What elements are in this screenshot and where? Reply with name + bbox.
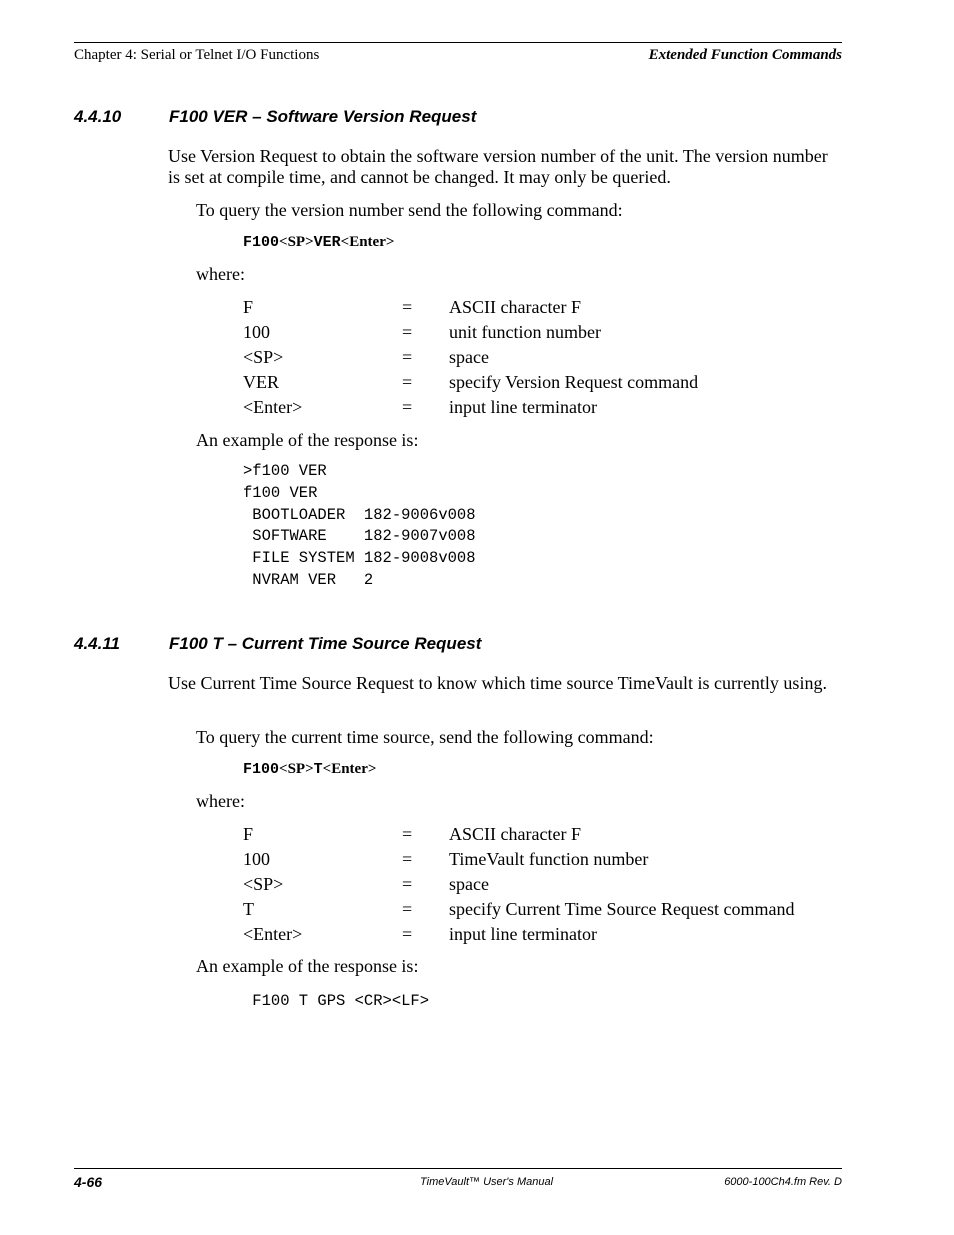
definition-description: input line terminator [449,924,597,944]
section-t-response [243,991,429,1013]
definition-term: F [243,824,254,844]
section-t-query-text: To query the current time source, send the following command: [196,727,654,747]
definition-equals: = [402,297,413,317]
command-part-f100: F100 [243,761,280,778]
definition-equals: = [402,397,413,417]
section-ver-number: 4.4.10 [74,107,122,126]
definition-term: <Enter> [243,924,303,944]
command-part-enter: <Enter> [340,234,395,250]
definition-description: specify Current Time Source Request command [449,899,795,919]
response-line: SOFTWARE 182-9007v008 [243,527,476,546]
definition-equals: = [402,874,413,894]
definition-equals: = [402,899,413,919]
definition-term: 100 [243,322,270,342]
footer-rule [74,1168,842,1169]
definition-equals: = [402,824,413,844]
header-chapter: Chapter 4: Serial or Telnet I/O Functions [74,47,320,63]
definition-equals: = [402,924,413,944]
definition-description: ASCII character F [449,297,581,317]
footer-doc-id: 6000-100Ch4.fm Rev. D [724,1176,842,1188]
definition-description: unit function number [449,322,601,342]
section-t-example-label: An example of the response is: [196,956,419,976]
definition-description: TimeVault function number [449,849,649,869]
section-ver-where-label: where: [196,264,245,284]
header-section: Extended Function Commands [648,47,842,63]
definition-term: <Enter> [243,397,303,417]
section-ver-intro: Use Version Request to obtain the software version number of the unit. The version number is set at compile time, and cannot be changed. It may only be queried. [168,146,828,187]
definition-term: T [243,899,254,919]
command-part-sp: <SP> [279,761,314,777]
command-part-enter: <Enter> [322,761,377,777]
footer-manual-title: TimeVault™ User's Manual [420,1176,554,1188]
section-ver-title: F100 VER – Software Version Request [169,107,477,126]
response-line: >f100 VER [243,462,327,480]
definition-equals: = [402,372,413,392]
definition-description: input line terminator [449,397,597,417]
command-part-f100: F100 [243,234,280,251]
section-t-command [243,761,376,778]
section-ver-response [243,461,476,592]
definition-description: ASCII character F [449,824,581,844]
response-line: F100 T GPS <CR><LF> [243,992,430,1010]
definition-term: VER [243,372,279,392]
section-t-intro: Use Current Time Source Request to know which time source TimeVault is currently using. [168,673,827,693]
response-line: FILE SYSTEM 182-9008v008 [243,549,476,568]
definition-term: F [243,297,254,317]
command-part-ver: VER [313,234,341,251]
command-part-t: T [313,761,323,778]
section-t-where-label: where: [196,791,245,811]
section-t-number: 4.4.11 [74,634,121,653]
footer-page-number: 4-66 [74,1174,103,1190]
definition-term: 100 [243,849,270,869]
definition-term: <SP> [243,347,284,367]
definition-description: space [449,874,489,894]
definition-term: <SP> [243,874,284,894]
definition-description: space [449,347,489,367]
section-ver-command [243,234,394,251]
command-part-sp: <SP> [279,234,314,250]
definition-equals: = [402,347,413,367]
response-line: NVRAM VER 2 [243,570,374,589]
section-t-title: F100 T – Current Time Source Request [169,634,482,653]
header-rule [74,42,842,43]
definition-equals: = [402,849,413,869]
response-line: f100 VER [243,483,318,502]
definition-description: specify Version Request command [449,372,699,392]
response-line: BOOTLOADER 182-9006v008 [243,505,476,524]
section-ver-query-text: To query the version number send the following command: [196,200,623,220]
definition-equals: = [402,322,413,342]
section-ver-example-label: An example of the response is: [196,430,419,450]
